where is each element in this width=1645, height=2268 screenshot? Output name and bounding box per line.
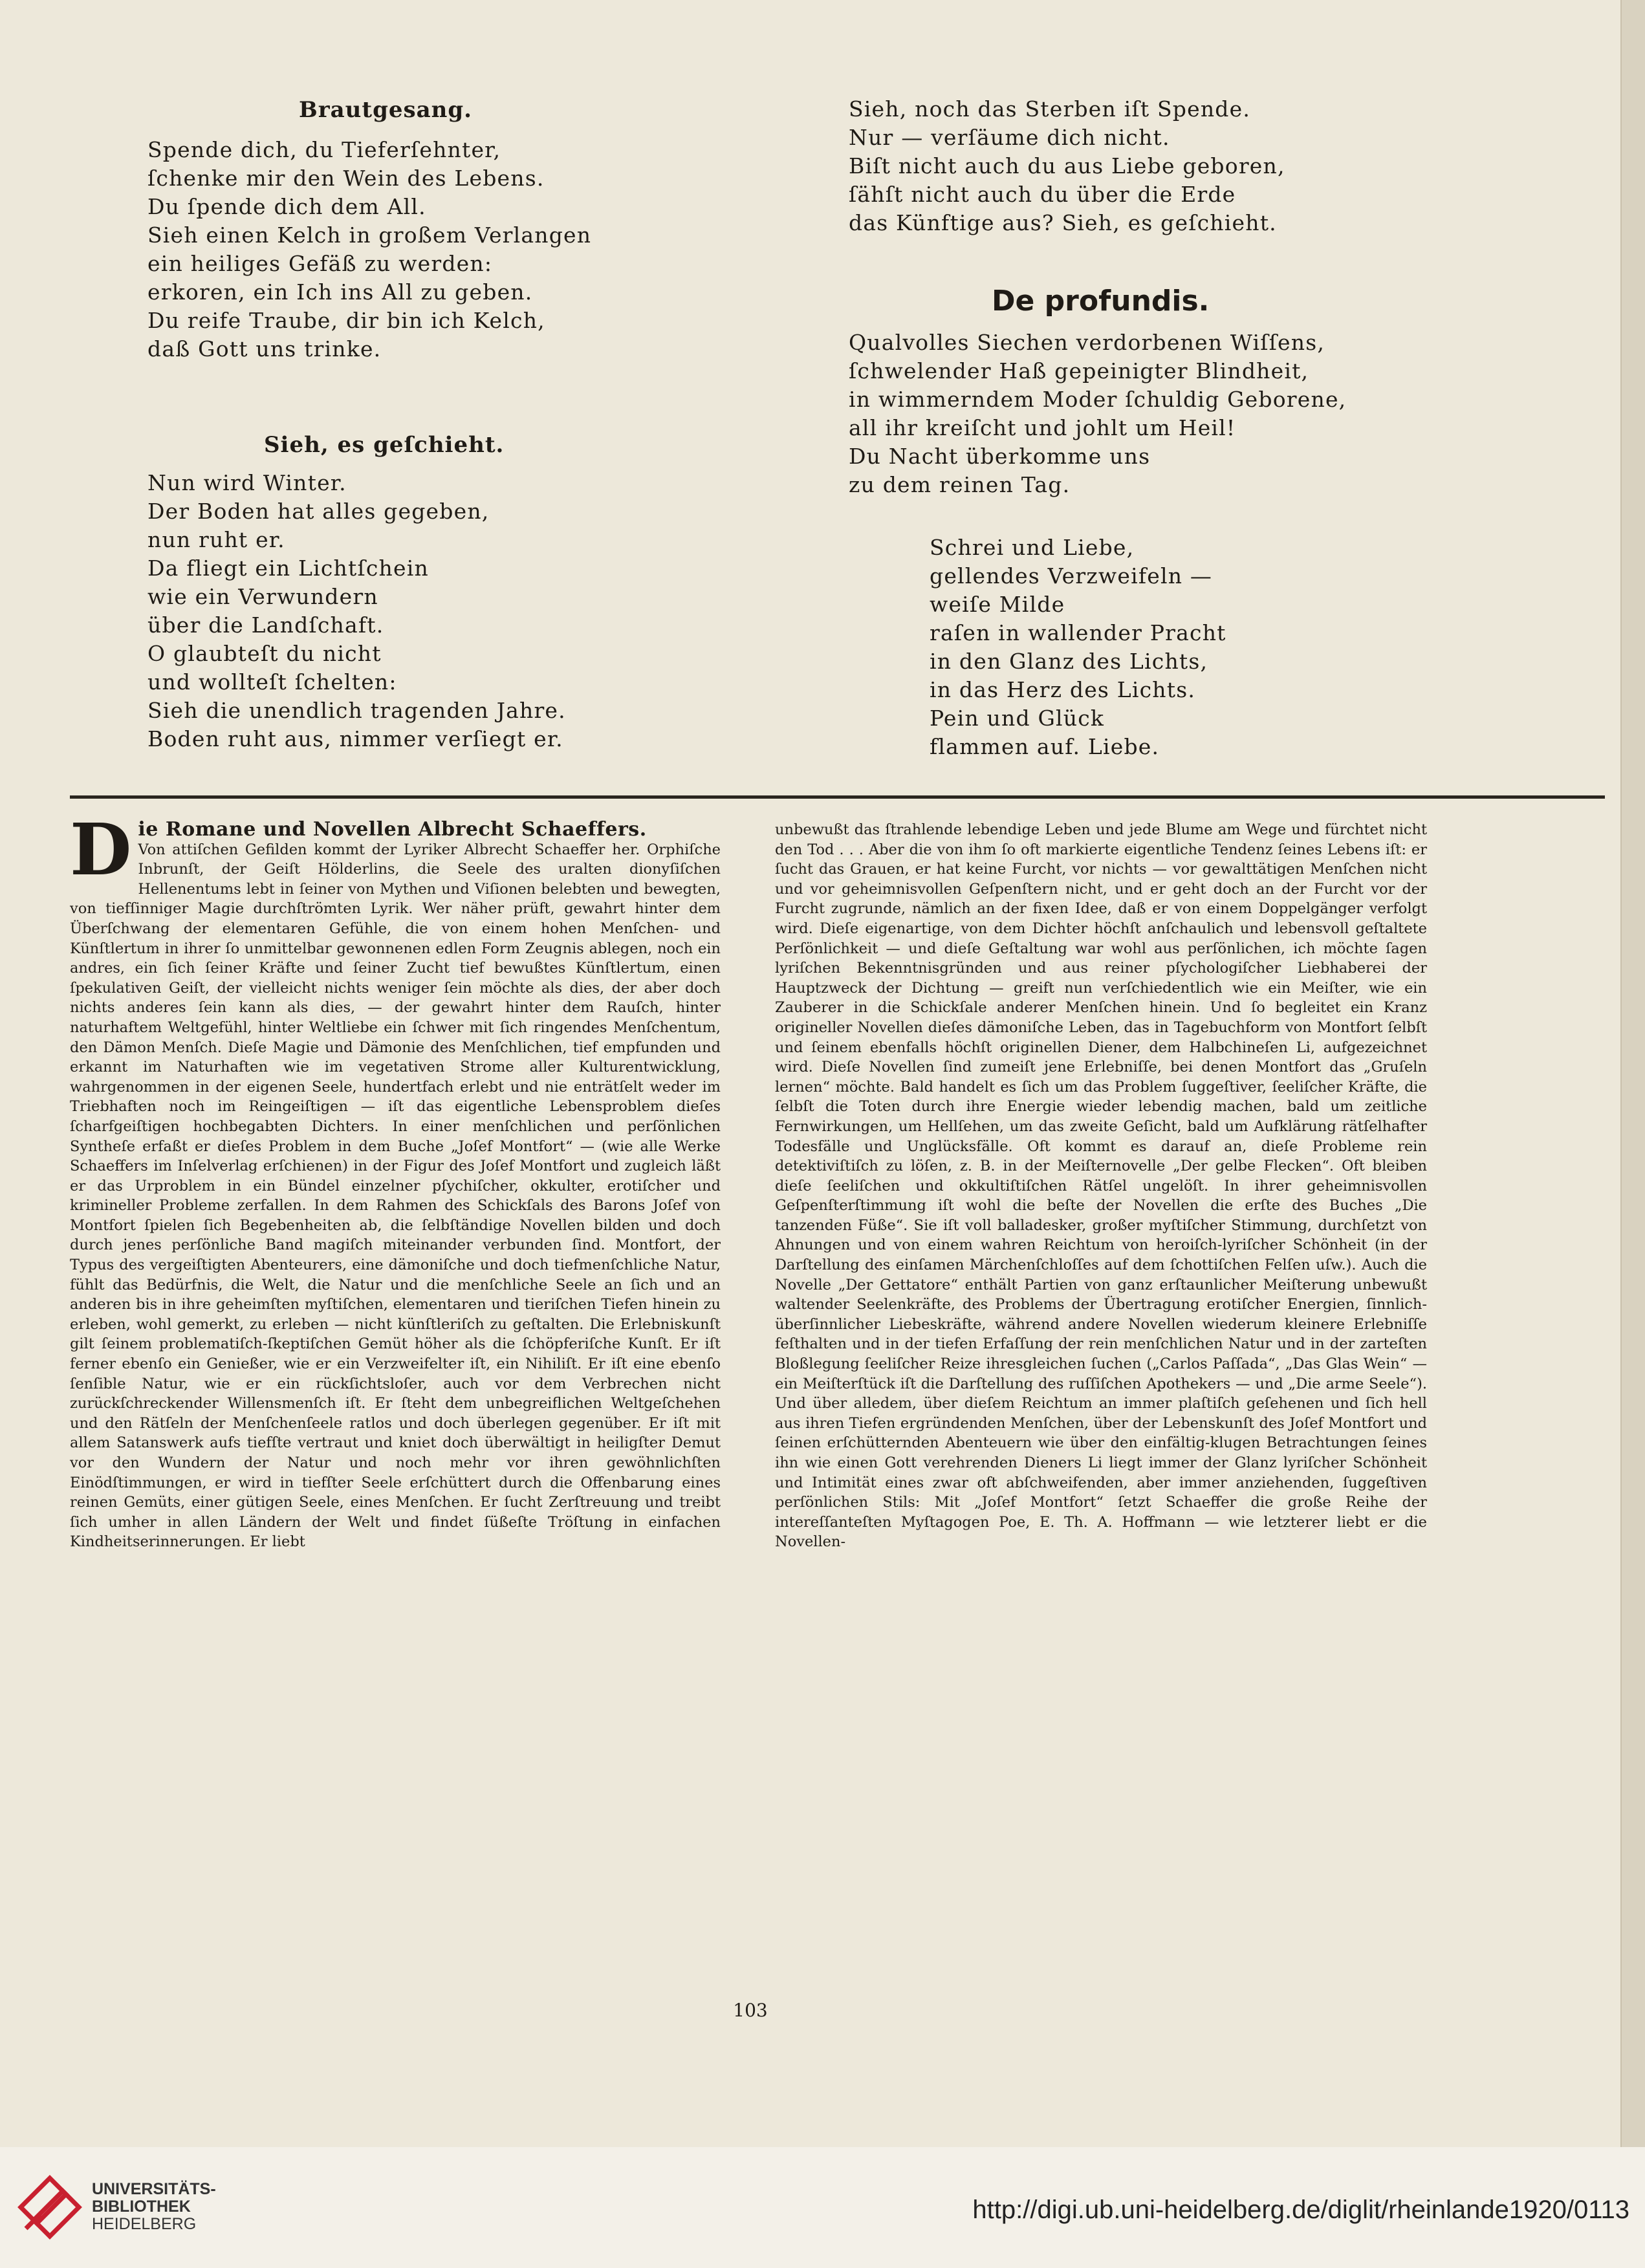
section-divider (70, 795, 1605, 799)
verse-line: O glaubteſt du nicht (147, 641, 382, 666)
verse-line: Spende dich, du Tieferſehnter, (147, 137, 501, 162)
verse-line: Qualvolles Siechen verdorbenen Wiſſens, (849, 330, 1325, 355)
poem-title-brautgesang: Brautgesang. (299, 97, 473, 123)
verse-line: Pein und Glück (930, 706, 1105, 731)
verse-line: raſen in wallender Pracht (930, 620, 1226, 645)
poem-title-sieh: Sieh, es geſchieht. (264, 432, 505, 458)
verse-line: ſchwelender Haß gepeinigter Blindheit, (849, 358, 1309, 383)
verse-line: weiſe Milde (930, 592, 1065, 617)
poem-profundis-stanza-2 (930, 534, 1226, 761)
article-text-right: unbewußt das ſtrahlende lebendige Leben und jede Blume am Wege und fürchtet nicht den Tod . . . Aber die von ihm ſo oft markierte eigentliche Tendenz ſeines Lebens iſt: er ſucht das Grauen, er hat keine Furcht, vor nichts — vor gewalttätigen Menſchen nicht und vor geheimnisvollen Geſpenſtern nicht, und er geht doch an der Furcht vor der Furcht zugrunde, nämlich an der fixen Idee, daß er von einem Doppelgänger verfolgt wird. Dieſe eigenartige, von dem Dichter höchſt anſchaulich und lebensvoll geſtaltete Perſönlichkeit — und dieſe Geſtaltung war wohl aus perſönlichen, ich möchte ſagen lyriſchen Bekenntnisgründen und aus reiner pſychologiſcher Liebhaberei der Hauptzweck der Dichtung — greift nun verſchiedentlich wie ein Meiſter, wie ein Zauberer in die Schickſale anderer Menſchen hinein. Und ſo begleitet ein Kranz origineller Novellen dieſes dämoniſche Leben, das in Tagebuchform von Montfort ſelbſt und ſeinem ebenfalls höchſt originellen Diener, dem Halbchineſen Li, aufgezeichnet wird. Dieſe Novellen ſind zumeiſt jene Erlebniſſe, bei denen Montfort das „Gruſeln lernen“ möchte. Bald handelt es ſich um das Problem ſuggeſtiver, ſeeliſcher Kräfte, die ſelbſt die Toten durch ihre Energie wieder lebendig machen, bald um zeitliche Fernwirkungen, um Hellſehen, um das zweite Geſicht, bald um Aufklärung rätſelhafter Todesfälle und Unglücksfälle. Oft kommt es darauf an, dieſe Probleme rein detektiviſtiſch zu löſen, z. B. in der Meiſternovelle „Der gelbe Flecken“. Oft bleiben dieſe ſeeliſchen und okkultiſtiſchen Rätſel ungelöſt. In ihrer geheimnisvollen Geſpenſterſtimmung iſt wohl die beſte der Novellen die erſte des Buches „Die tanzenden Füße“. Sie iſt voll balladesker, großer myſtiſcher Stimmung, durchſetzt von Ahnungen und von einem wahren Reichtum von heroiſch-lyriſcher Schönheit (in der Darſtellung des einſamen Märchenſchloſſes auf dem ſchottiſchen Felſen uſw.). Auch die Novelle „Der Gettatore“ enthält Partien von ganz erſtaunlicher Meiſterung unbewußt waltender Seelenkräfte, des Problems der Übertragung erotiſcher Energien, ſinnlich-überſinnlicher Liebeskräfte, während andere Novellen wiederum kleinere Erlebniſſe feſthalten und in der tiefen Erfaſſung der rein menſchlichen Natur und in der zarteſten Bloßlegung ſeeliſcher Reize ihresgleichen ſuchen („Carlos Paſſada“, „Das Glas Wein“ — ein Meiſterſtück iſt die Darſtellung des ruſſiſchen Apothekers — und „Die arme Seele“). Und über alledem, über dieſem Reichtum an immer plaſtiſch geſehenen und ſich hell aus ihren Tiefen ergründenden Menſchen, über der Lebenskunſt des Joſef Montfort und ſeinen erſchütternden Abenteuern wie über den einfältig-klugen Betrachtungen ſeines ihn wie einen Gott verehrenden Dieners Li liegt immer der Glanz lyriſcher Schönheit und Intimität eines zwar oft abſchweifenden, aber immer anziehenden, ſuggeſtiven perſönlichen Stils: Mit „Joſef Montfort“ ſetzt Schaeffer die große Reihe der intereſſanteſten Myſtagogen Poe, E. Th. A. Hoffmann — wie letzterer liebt er die Novellen- (775, 821, 1427, 1551)
verse-line: Sieh die unendlich tragenden Jahre. (147, 698, 566, 723)
verse-line: Der Boden hat alles gegeben, (147, 499, 490, 524)
source-url-link[interactable]: http://digi.ub.uni-heidelberg.de/diglit/rheinlande1920/0113 (972, 2196, 1629, 2224)
verse-line: ein heiliges Gefäß zu werden: (147, 251, 493, 276)
library-logo-icon (14, 2172, 85, 2243)
verse-line: Boden ruht aus, nimmer verſiegt er. (147, 726, 563, 751)
verse-line: wie ein Verwundern (147, 584, 378, 609)
verse-line: Du Nacht überkomme uns (849, 444, 1151, 469)
verse-line: in das Herz des Lichts. (930, 677, 1196, 702)
poem-sieh (147, 469, 566, 753)
verse-line: Du ſpende dich dem All. (147, 194, 426, 219)
verse-line: all ihr kreiſcht und johlt um Heil! (849, 415, 1236, 440)
verse-line: Da fliegt ein Lichtſchein (147, 556, 429, 581)
poem-sieh-continued (849, 95, 1285, 237)
poem-title-profundis: De profundis. (992, 285, 1210, 318)
verse-line: und wollteſt ſchelten: (147, 669, 397, 695)
verse-line: nun ruht er. (147, 527, 285, 552)
article-text-left: Von attiſchen Gefilden kommt der Lyriker Albrecht Schaeffer her. Orphiſche Inbrunſt, der Geiſt Hölderlins, die Seele des uralten dionyſiſchen Hellenentums lebt in ſeiner von Mythen und Viſionen belebten und bewegten, von tiefſinniger Magie durchſtrömten Lyrik. Wer näher prüft, gewahrt hinter dem Überſchwang der elementaren Gefühle, die von einem hohen Menſchen- und Künſtlertum in ihrer ſo unmittelbar gewonnenen edlen Form Zeugnis ablegen, noch ein andres, ein ſich ſeiner Kräfte und ſeiner Zucht tief bewußtes Künſtlertum, einen ſpekulativen Geiſt, der vielleicht nichts weniger ſein möchte als dies, der aber doch nichts anderes ſein kann als dies, — der gewahrt hinter dem Rauſch, hinter naturhaftem Weltgefühl, hinter Weltliebe ein ſchwer mit ſich ringendes Menſchentum, den Dämon Menſch. Dieſe Magie und Dämonie des Menſchlichen, tief empfunden und erkannt im Naturhaften wie im vegetativen Strome aller Kulturentwicklung, wahrgenommen in der eigenen Seele, hundertfach erlebt und nie enträtſelt weder im Triebhaften noch im Reingeiſtigen — iſt das eigentliche Lebensproblem dieſes ſcharfgeiſtigen hochbegabten Dichters. In einer menſchlichen und perſönlichen Syntheſe erfaßt er dieſes Problem in dem Buche „Joſef Montfort“ — (wie alle Werke Schaeffers im Inſelverlag erſchienen) in der Figur des Joſef Montfort und zugleich läßt er das Urproblem in ein Bündel einzelner pſychiſcher, okkulter, erotiſcher und krimineller Probleme zerfallen. In dem Rahmen des Schickſals des Barons Joſef von Montfort ſpielen ſich Begebenheiten ab, die ſelbſtändige Novellen bilden und doch durch jenes perſönliche Band magiſch miteinander verbunden ſind. Montfort, der Typus des vergeiſtigten Abenteurers, eine dämoniſche und doch tiefmenſchliche Natur, fühlt das Bedürfnis, die Welt, die Natur und die menſchliche Seele an ſich und an anderen bis in ihre geheimſten myſtiſchen, elementaren und tieriſchen Tiefen hinein zu erleben, wohl gemerkt, zu erleben — nicht künſtleriſch zu geſtalten. Die Erlebniskunſt gilt ſeinem problematiſch-ſkeptiſchen Gemüt höher als die ſchöpferiſche Kunſt. Er iſt ferner ebenſo ein Genießer, wie er ein Verzweifelter iſt, ein Nihiliſt. Er iſt eine ebenſo ſenſible Natur, wie er ein rückſichtsloſer, auch vor dem Verbrechen nicht zurückſchreckender Willensmenſch iſt. Er ſteht dem unbegreiflichen Weltgeſchehen und den Rätſeln der Menſchenſeele ratlos und doch überlegen gegenüber. Er iſt mit allem Satanswerk aufs tiefſte vertraut und kniet doch überwältigt in heiligſter Demut vor den Wundern der Natur und noch mehr vor ihren gewöhnlichſten Einödſtimmungen, er wird in tiefſter Seele erſchüttert durch die Offenbarung eines reinen Gemüts, einer gütigen Seele, eines Menſchen. Er ſucht Zerſtreuung und treibt ſich umher in allen Ländern der Welt und findet ſüßeſte Tröſtung in einfachen Kindheitserinnerungen. Er liebt (70, 841, 721, 1551)
verse-line: Schrei und Liebe, (930, 535, 1135, 560)
verse-line: Biſt nicht auch du aus Liebe geboren, (849, 153, 1285, 178)
verse-line: daß Gott uns trinke. (147, 336, 382, 362)
verse-line: Nur — verſäume dich nicht. (849, 125, 1170, 150)
verse-line: flammen auf. Liebe. (930, 734, 1160, 759)
verse-line: gellendes Verzweifeln — (930, 563, 1213, 589)
verse-line: zu dem reinen Tag. (849, 472, 1071, 497)
verse-line: ſchenke mir den Wein des Lebens. (147, 166, 545, 191)
verse-line: Nun wird Winter. (147, 470, 347, 495)
article-column-right (775, 820, 1427, 1552)
verse-line: das Künftige aus? Sieh, es geſchieht. (849, 210, 1277, 235)
poem-brautgesang (147, 136, 591, 363)
verse-line: in wimmerndem Moder ſchuldig Geborene, (849, 387, 1347, 412)
verse-line: ſähſt nicht auch du über die Erde (849, 182, 1236, 207)
verse-line: Du reife Traube, dir bin ich Kelch, (147, 308, 545, 333)
verse-line: Sieh, noch das Sterben iſt Spende. (849, 96, 1251, 122)
verse-line: in den Glanz des Lichts, (930, 649, 1208, 674)
drop-cap: D (70, 808, 132, 891)
verse-line: Sieh einen Kelch in großem Verlangen (147, 222, 592, 248)
page-edge (1620, 0, 1645, 2147)
article-column-left (70, 808, 721, 1552)
poem-profundis-stanza-1 (849, 329, 1346, 499)
page-number: 103 (733, 2000, 768, 2021)
library-name: UNIVERSITÄTS- BIBLIOTHEK HEIDELBERG (92, 2180, 216, 2233)
verse-line: über die Landſchaft. (147, 612, 384, 638)
verse-line: erkoren, ein Ich ins All zu geben. (147, 279, 533, 305)
article-title: ie Romane und Novellen Albrecht Schaeffers. (138, 818, 647, 841)
